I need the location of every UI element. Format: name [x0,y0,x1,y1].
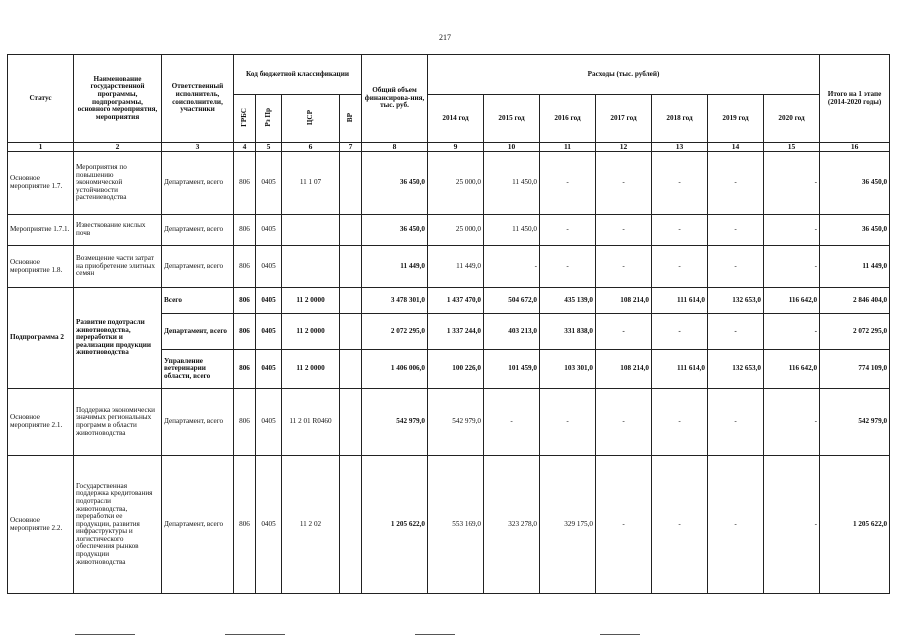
year-cell: 132 653,0 [708,350,764,389]
year-cell: - [764,389,820,456]
year-cell: - [596,456,652,594]
status-cell: Мероприятие 1.7.1. [8,215,74,246]
csr-cell [282,215,340,246]
table-row [8,152,890,215]
column-index: 8 [362,143,428,152]
year-cell: 1 337 244,0 [428,314,484,350]
vr-cell [340,215,362,246]
year-cell: - [764,152,820,215]
page-number: 217 [439,33,451,42]
column-index: 3 [162,143,234,152]
name-cell: Развитие подотрасли животноводства, переработки и реализации продукции животноводства [74,288,162,389]
year-cell: 111 614,0 [652,288,708,314]
itogo-cell: 36 450,0 [820,215,890,246]
year-cell: - [596,389,652,456]
header-expenses: Расходы (тыс. рублей) [428,55,820,95]
year-cell: - [708,314,764,350]
executor-cell: Департамент, всего [162,389,234,456]
vr-cell [340,456,362,594]
column-index: 12 [596,143,652,152]
total-cell: 36 450,0 [362,215,428,246]
year-cell: - [652,215,708,246]
vr-cell [340,314,362,350]
column-index: 16 [820,143,890,152]
column-index: 4 [234,143,256,152]
year-cell: - [484,246,540,288]
itogo-cell: 36 450,0 [820,152,890,215]
scan-line [600,634,640,635]
grbs-cell: 806 [234,152,256,215]
year-cell: 403 213,0 [484,314,540,350]
csr-cell [282,246,340,288]
year-cell: - [652,246,708,288]
table-row [8,246,890,288]
total-cell: 11 449,0 [362,246,428,288]
executor-cell: Департамент, всего [162,246,234,288]
header-status: Статус [8,55,74,143]
header-year: 2016 год [540,95,596,143]
year-cell: - [652,389,708,456]
year-cell: 553 169,0 [428,456,484,594]
rzpr-cell: 0405 [256,152,282,215]
year-cell: 132 653,0 [708,288,764,314]
header-csr: ЦСР [282,95,340,143]
header-executor: Ответственный исполнитель, соисполнители, участники [162,55,234,143]
year-cell: - [764,246,820,288]
vr-cell [340,152,362,215]
header-year: 2020 год [764,95,820,143]
column-index: 15 [764,143,820,152]
column-index: 7 [340,143,362,152]
itogo-cell: 2 072 295,0 [820,314,890,350]
year-cell: 11 450,0 [484,215,540,246]
year-cell: 331 838,0 [540,314,596,350]
rzpr-cell: 0405 [256,246,282,288]
status-cell: Основное мероприятие 2.2. [8,456,74,594]
year-cell: 108 214,0 [596,288,652,314]
column-index: 13 [652,143,708,152]
header-total-volume: Общий объем финансирова-ния, тыс. руб. [362,55,428,143]
grbs-cell: 806 [234,350,256,389]
status-cell: Основное мероприятие 1.8. [8,246,74,288]
grbs-cell: 806 [234,246,256,288]
year-cell: - [596,152,652,215]
year-cell: 108 214,0 [596,350,652,389]
column-index: 11 [540,143,596,152]
year-cell: 101 459,0 [484,350,540,389]
year-cell: 116 642,0 [764,288,820,314]
rzpr-cell: 0405 [256,288,282,314]
status-cell: Подпрограмма 2 [8,288,74,389]
year-cell: - [652,456,708,594]
itogo-cell: 774 109,0 [820,350,890,389]
year-cell: - [596,215,652,246]
vr-cell [340,246,362,288]
rzpr-cell: 0405 [256,350,282,389]
year-cell: - [652,152,708,215]
grbs-cell: 806 [234,389,256,456]
year-cell: 1 437 470,0 [428,288,484,314]
header-year: 2019 год [708,95,764,143]
header-year: 2018 год [652,95,708,143]
year-cell: - [540,152,596,215]
name-cell: Возмещение части затрат на приобретение элитных семян [74,246,162,288]
column-index: 1 [8,143,74,152]
year-cell: 25 000,0 [428,215,484,246]
year-cell: 111 614,0 [652,350,708,389]
year-cell: - [708,152,764,215]
year-cell: 103 301,0 [540,350,596,389]
scan-line [225,634,285,635]
csr-cell: 11 2 02 [282,456,340,594]
year-cell: - [708,456,764,594]
vr-cell [340,350,362,389]
vr-cell [340,389,362,456]
header-year: 2017 год [596,95,652,143]
csr-cell: 11 2 0000 [282,314,340,350]
year-cell: 329 175,0 [540,456,596,594]
rzpr-cell: 0405 [256,215,282,246]
header-name: Наименование государственной программы, подпрограммы, основного мероприятия, мероприятия [74,55,162,143]
executor-cell: Департамент, всего [162,215,234,246]
column-index: 5 [256,143,282,152]
status-cell: Основное мероприятие 2.1. [8,389,74,456]
csr-cell: 11 2 0000 [282,288,340,314]
total-cell: 36 450,0 [362,152,428,215]
grbs-cell: 806 [234,314,256,350]
header-itogo: Итого на 1 этапе (2014-2020 годы) [820,55,890,143]
scan-line [415,634,455,635]
header-vr: ВР [340,95,362,143]
year-cell: - [484,389,540,456]
executor-cell: Департамент, всего [162,314,234,350]
year-cell: - [764,215,820,246]
year-cell: - [596,246,652,288]
name-cell: Мероприятия по повышению экономической устойчивости растениеводства [74,152,162,215]
header-year: 2014 год [428,95,484,143]
table-row [8,456,890,594]
year-cell: 504 672,0 [484,288,540,314]
grbs-cell: 806 [234,456,256,594]
budget-table [7,54,890,594]
column-index: 14 [708,143,764,152]
header-year: 2015 год [484,95,540,143]
name-cell: Поддержка экономически значимых региональных программ в области животноводства [74,389,162,456]
year-cell: 435 139,0 [540,288,596,314]
total-cell: 1 205 622,0 [362,456,428,594]
total-cell: 542 979,0 [362,389,428,456]
total-cell: 2 072 295,0 [362,314,428,350]
itogo-cell: 1 205 622,0 [820,456,890,594]
grbs-cell: 806 [234,288,256,314]
csr-cell: 11 2 01 R0460 [282,389,340,456]
year-cell: - [764,456,820,594]
rzpr-cell: 0405 [256,456,282,594]
itogo-cell: 2 846 404,0 [820,288,890,314]
rzpr-cell: 0405 [256,389,282,456]
executor-cell: Департамент, всего [162,152,234,215]
name-cell: Известкование кислых почв [74,215,162,246]
year-cell: - [764,314,820,350]
column-index: 6 [282,143,340,152]
csr-cell: 11 1 07 [282,152,340,215]
year-cell: - [596,314,652,350]
year-cell: 11 449,0 [428,246,484,288]
name-cell: Государственная поддержка кредитования подотрасли животноводства, переработки ее продукции, развития инфраструктуры и логистического обеспечения рынков продукции животноводства [74,456,162,594]
header-budget-code: Код бюджетной классификации [234,55,362,95]
itogo-cell: 542 979,0 [820,389,890,456]
year-cell: 25 000,0 [428,152,484,215]
table-row [8,389,890,456]
year-cell: - [540,246,596,288]
executor-cell: Всего [162,288,234,314]
year-cell: - [708,389,764,456]
total-cell: 3 478 301,0 [362,288,428,314]
executor-cell: Управление ветеринарии области, всего [162,350,234,389]
year-cell: - [540,215,596,246]
table-row [8,288,890,314]
year-cell: 542 979,0 [428,389,484,456]
column-index: 2 [74,143,162,152]
total-cell: 1 406 006,0 [362,350,428,389]
year-cell: 323 278,0 [484,456,540,594]
year-cell: - [708,246,764,288]
status-cell: Основное мероприятие 1.7. [8,152,74,215]
table-row [8,215,890,246]
year-cell: 11 450,0 [484,152,540,215]
year-cell: - [540,389,596,456]
header-grbs: ГРБС [234,95,256,143]
year-cell: - [652,314,708,350]
grbs-cell: 806 [234,215,256,246]
vr-cell [340,288,362,314]
rzpr-cell: 0405 [256,314,282,350]
csr-cell: 11 2 0000 [282,350,340,389]
year-cell: - [708,215,764,246]
executor-cell: Департамент, всего [162,456,234,594]
year-cell: 100 226,0 [428,350,484,389]
column-index: 10 [484,143,540,152]
itogo-cell: 11 449,0 [820,246,890,288]
column-index: 9 [428,143,484,152]
year-cell: 116 642,0 [764,350,820,389]
header-rzpr: Рз Пр [256,95,282,143]
scan-line [75,634,135,635]
